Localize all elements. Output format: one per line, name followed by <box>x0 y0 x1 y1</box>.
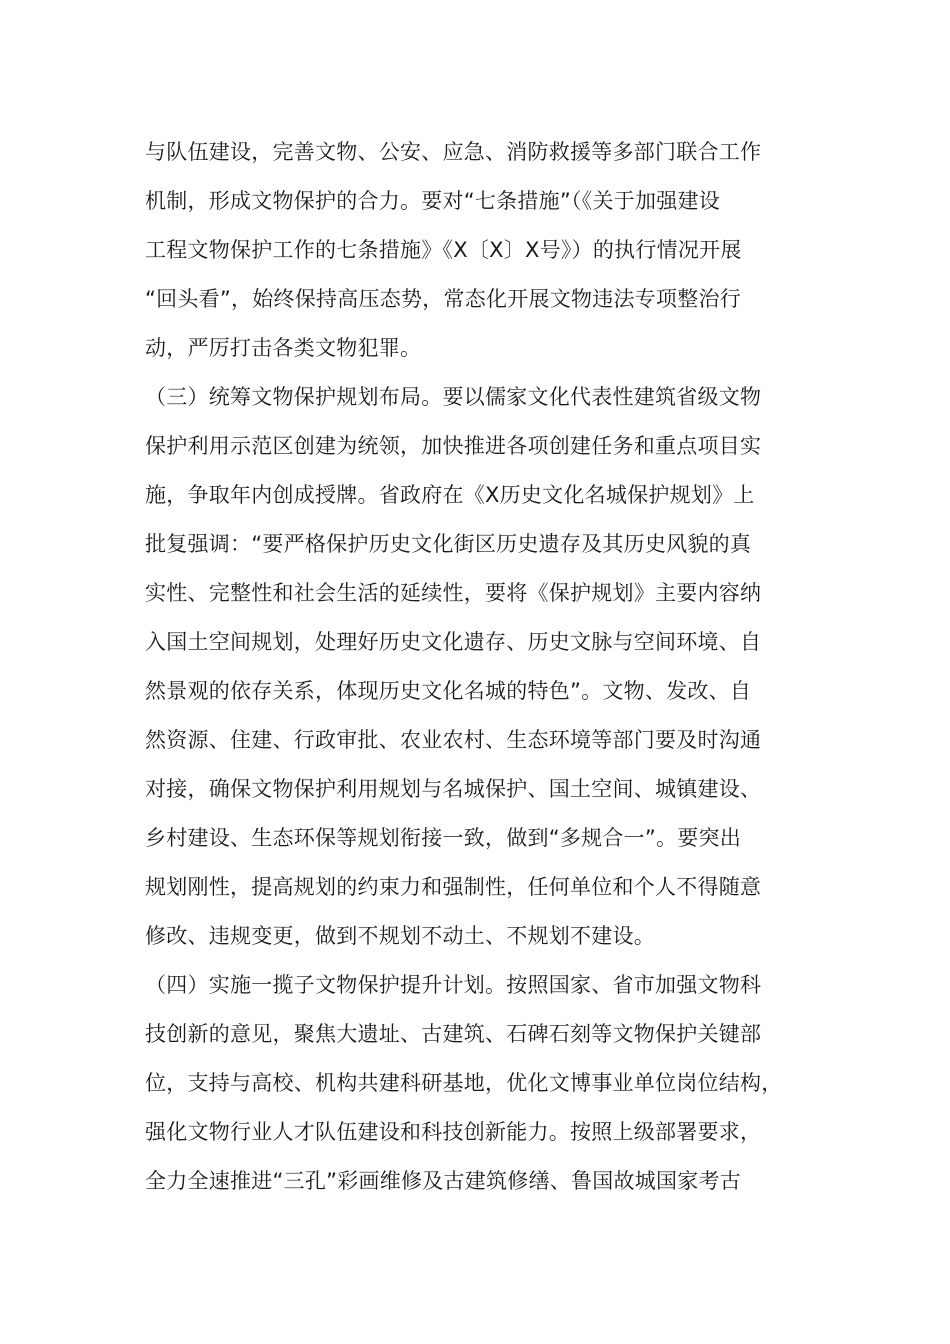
text-line: 修改、违规变更，做到不规划不动土、不规划不建设。 <box>145 924 655 948</box>
text-line: 然资源、住建、行政审批、农业农村、生态环境等部门要及时沟通 <box>145 728 762 752</box>
document-body <box>145 128 825 1206</box>
text-line: 对接，确保文物保护利用规划与名城保护、国土空间、城镇建设、 <box>145 777 762 801</box>
text-line: 机制，形成文物保护的合力。要对“七条措施”（《关于加强建设 <box>145 189 721 213</box>
text-line: 位，支持与高校、机构共建科研基地，优化文博事业单位岗位结构， <box>145 1071 783 1095</box>
text-line: 实性、完整性和社会生活的延续性，要将《保护规划》主要内容纳 <box>145 581 762 605</box>
text-line: 动，严厉打击各类文物犯罪。 <box>145 336 422 360</box>
text-line: 强化文物行业人才队伍建设和科技创新能力。按照上级部署要求， <box>145 1120 762 1144</box>
text-line: 批复强调：“要严格保护历史文化街区历史遗存及其历史风貌的真 <box>145 532 752 556</box>
text-line: 与队伍建设，完善文物、公安、应急、消防救援等多部门联合工作 <box>145 140 762 164</box>
text-line: 入国土空间规划，处理好历史文化遗存、历史文脉与空间环境、自 <box>145 630 762 654</box>
text-line: 全力全速推进“三孔”彩画维修及古建筑修缮、鲁国故城国家考古 <box>145 1169 742 1193</box>
text-line: “回头看”，始终保持高压态势，常态化开展文物违法专项整治行 <box>145 287 742 311</box>
text-line: 保护利用示范区创建为统领，加快推进各项创建任务和重点项目实 <box>145 434 762 458</box>
text-line: 技创新的意见，聚焦大遗址、古建筑、石碑石刻等文物保护关键部 <box>145 1022 762 1046</box>
section-heading-line: （四）实施一揽子文物保护提升计划。按照国家、省市加强文物科 <box>145 973 762 997</box>
text-line: 然景观的依存关系，体现历史文化名城的特色”。文物、发改、自 <box>145 679 752 703</box>
text-line: 工程文物保护工作的七条措施》《X〔X〕X号》）的执行情况开展 <box>145 238 742 262</box>
section-heading-line: （三）统筹文物保护规划布局。要以儒家文化代表性建筑省级文物 <box>145 385 762 409</box>
text-line: 施，争取年内创成授牌。省政府在《X历史文化名城保护规划》上 <box>145 483 755 507</box>
text-line: 规划刚性，提高规划的约束力和强制性，任何单位和个人不得随意 <box>145 875 762 899</box>
text-line: 乡村建设、生态环保等规划衔接一致，做到“多规合一”。要突出 <box>145 826 742 850</box>
